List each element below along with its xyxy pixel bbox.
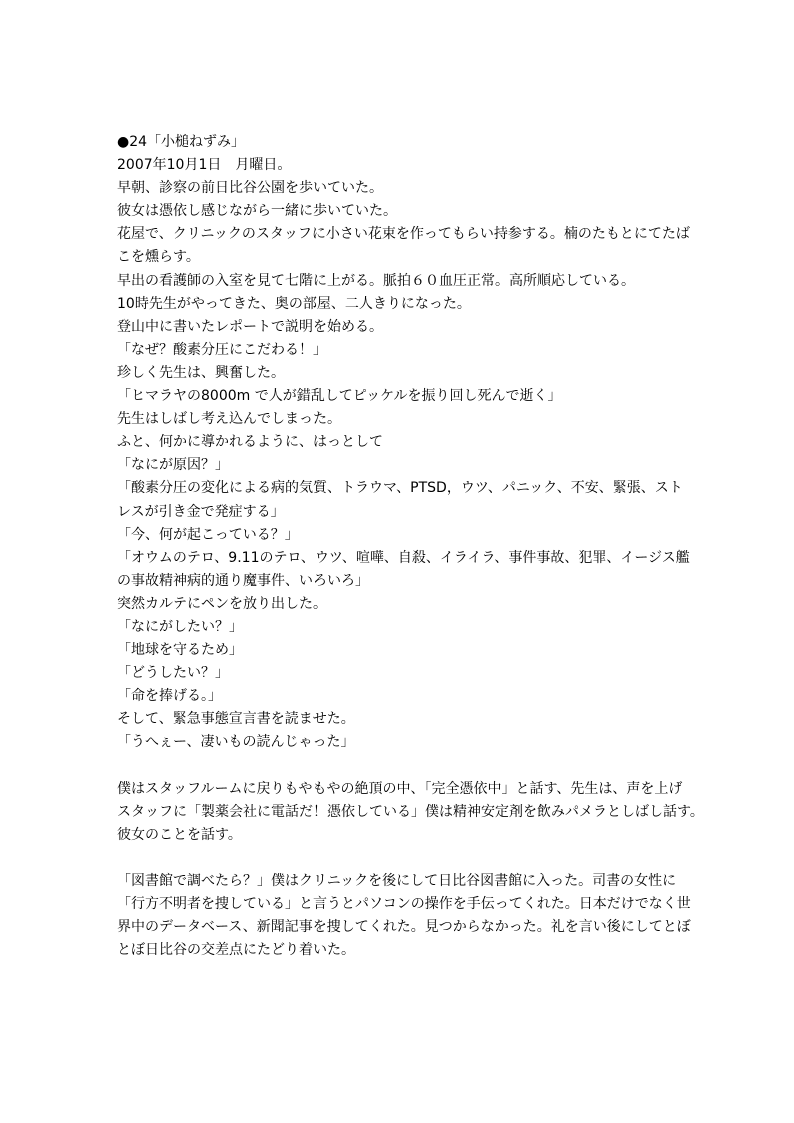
body-text-line: 「どうしたい？」 xyxy=(117,665,229,682)
body-text-line: 「なぜ？酸素分圧にこだわる！」 xyxy=(117,341,327,358)
body-text-line: 「なにがしたい？」 xyxy=(117,618,243,635)
body-text-line: 彼女は憑依し感じながら一緒に歩いていた。 xyxy=(117,203,397,220)
body-text-line: 突然カルテにペンを放り出した。 xyxy=(117,595,327,612)
body-text-line: の事故精神病的通り魔事件、いろいろ」 xyxy=(117,572,369,589)
body-text-line: 「オウムのテロ、9.11のテロ、ウツ、喧嘩、自殺、イライラ、事件事故、犯罪、イージス艦 xyxy=(117,549,690,566)
body-text-line: 「なにが原因？」 xyxy=(117,457,229,474)
body-text-line: 「命を捧げる。」 xyxy=(117,688,222,705)
document-body xyxy=(117,131,704,962)
body-text-line: 登山中に書いたレポートで説明を始める。 xyxy=(117,318,383,335)
body-text-line: 早朝、診察の前日比谷公園を歩いていた。 xyxy=(117,180,383,197)
blank-line xyxy=(117,755,697,778)
body-text-line: レスが引き金で発症する」 xyxy=(117,503,285,520)
body-text-line: 界中のデータベース、新聞記事を捜してくれた。見つからなかった。礼を言い後にしてとぼ xyxy=(117,919,691,936)
body-text-line: そして、緊急事態宣言書を読ませた。 xyxy=(117,711,355,728)
body-text-line: 彼女のことを話す。 xyxy=(117,826,242,843)
body-text-line: 「今、何が起こっている？」 xyxy=(117,526,299,543)
document-title: ●24「小槌ねずみ」 xyxy=(117,134,246,150)
body-text-line: 「うへぇー、凄いもの読んじゃった」 xyxy=(117,734,355,751)
body-text-line: 僕はスタッフルームに戻りもやもやの絶頂の中、「完全憑依中」と話す、先生は、声を上げ xyxy=(117,780,683,797)
body-text-line: 「酸素分圧の変化による病的気質、トラウマ、PTSD，ウツ、パニック、不安、緊張、スト xyxy=(117,480,683,497)
body-text-line: とぼ日比谷の交差点にたどり着いた。 xyxy=(117,942,355,959)
body-text-line: 先生はしばし考え込んでしまった。 xyxy=(117,411,341,428)
body-text-line: 珍しく先生は、興奮した。 xyxy=(117,364,285,381)
body-text-line: 「ヒマラヤの8000m で人が錯乱してピッケルを振り回し死んで逝く」 xyxy=(117,388,562,405)
body-text-line: 「地球を守るため」 xyxy=(117,642,243,659)
blank-line xyxy=(117,847,697,870)
document-date: 2007年10月1日 月曜日。 xyxy=(117,157,292,174)
body-text-line: 花屋で、クリニックのスタッフに小さい花束を作ってもらい持参する。楠のたもとにてたば xyxy=(117,226,690,243)
body-text-line: こを燻らす。 xyxy=(117,249,200,266)
body-text-line: ふと、何かに導かれるように、はっとして xyxy=(117,434,383,451)
body-text-line: スタッフに「製薬会社に電話だ！憑依している」僕は精神安定剤を飲みパメラとしばし話す。 xyxy=(117,803,704,820)
body-text-line: 早出の看護師の入室を見て七階に上がる。脈拍６０血圧正常。高所順応している。 xyxy=(117,272,635,289)
body-text-line: 「行方不明者を捜している」と言うとパソコンの操作を手伝ってくれた。日本だけでなく世 xyxy=(117,896,691,913)
body-text-line: 10時先生がやってきた、奥の部屋、二人きりになった。 xyxy=(117,295,471,312)
body-text-line: 「図書館で調べたら？」僕はクリニックを後にして日比谷図書館に入った。司書の女性に xyxy=(117,873,677,889)
